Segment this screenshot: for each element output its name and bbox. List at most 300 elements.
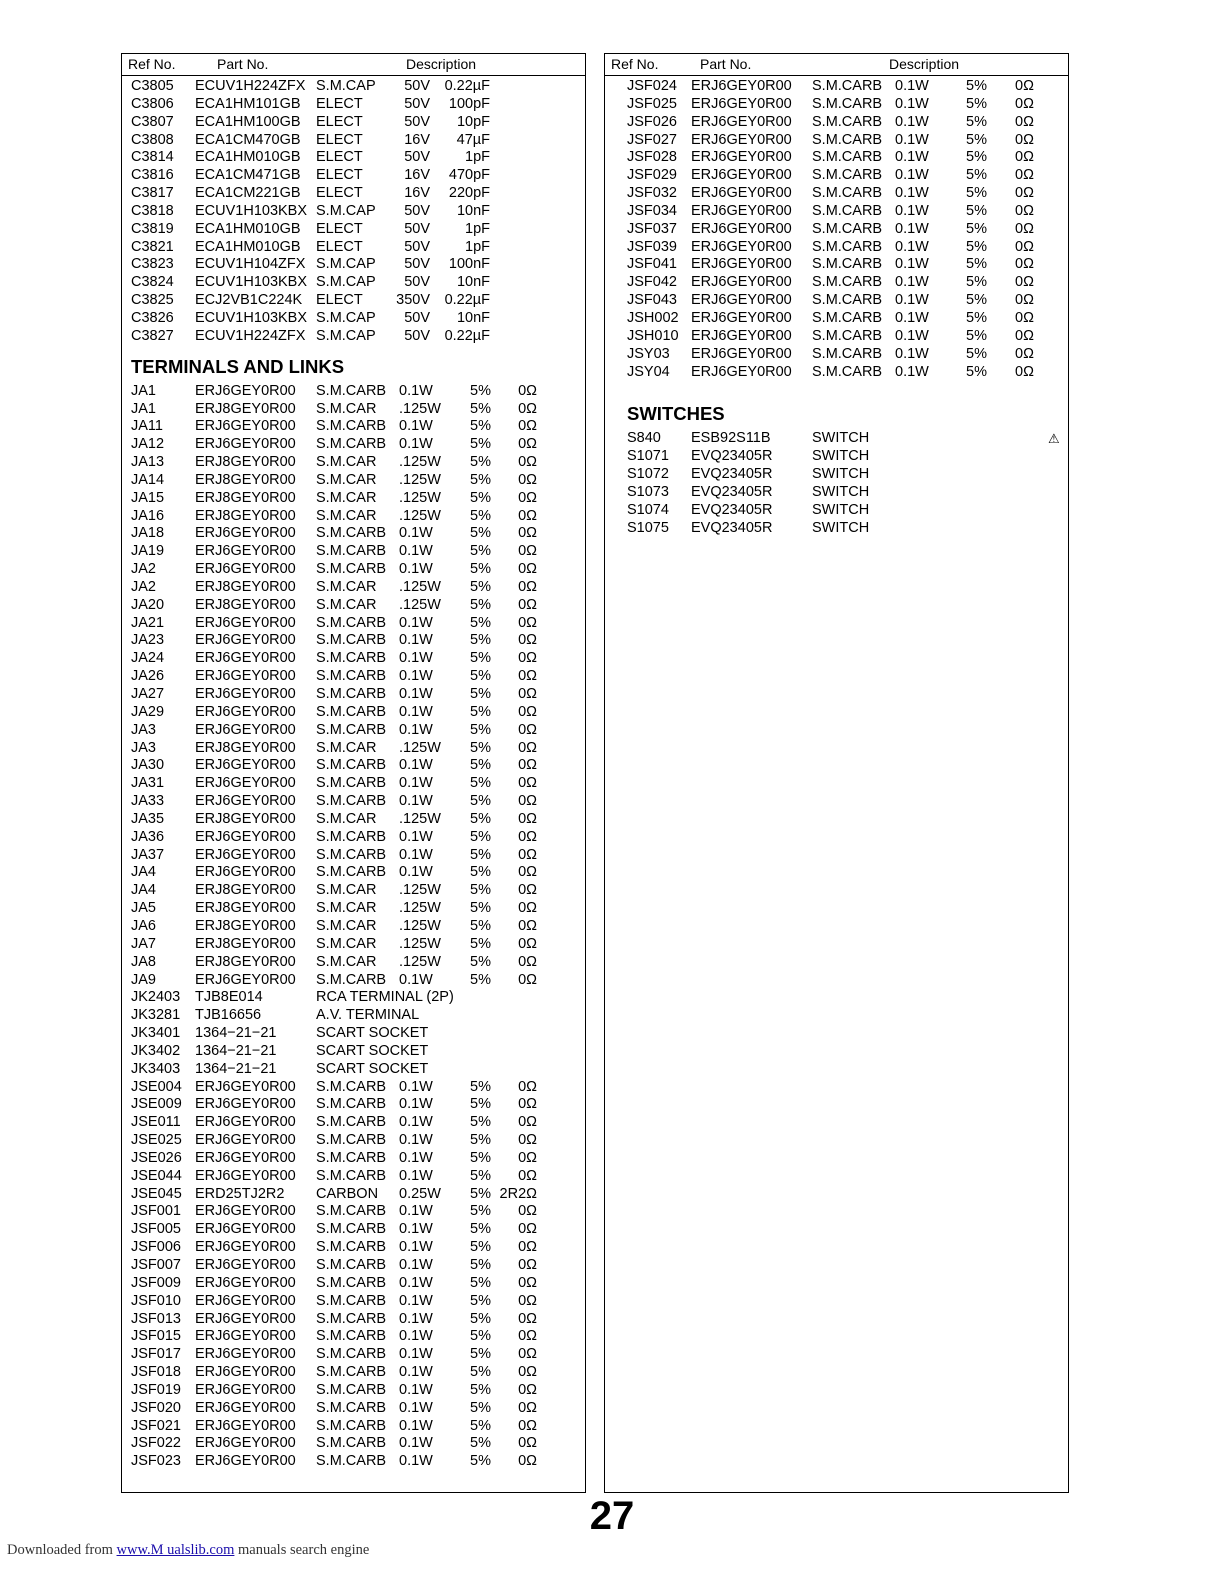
table-row <box>605 328 1068 346</box>
tolerance: 5% <box>470 739 491 756</box>
ref-no: C3807 <box>131 113 174 130</box>
ref-no: C3825 <box>131 292 174 309</box>
header-part: Part No. <box>700 56 752 72</box>
description: S.M.CARB <box>316 793 387 810</box>
table-row <box>122 525 585 543</box>
resistance: 0Ω <box>518 1292 537 1309</box>
description: S.M.CARB <box>316 1096 387 1113</box>
part-no: ERJ6GEY0R00 <box>195 632 296 649</box>
wattage: 0.1W <box>895 78 929 94</box>
description: S.M.CARB <box>812 202 883 219</box>
wattage: .125W <box>399 935 441 952</box>
ref-no: JA33 <box>131 793 165 810</box>
tolerance: 5% <box>470 1417 491 1434</box>
ref-no: JSE026 <box>131 1149 182 1166</box>
header-desc: Description <box>889 56 960 72</box>
description: S.M.CAR <box>316 739 377 756</box>
ref-no: JK2403 <box>131 989 181 1006</box>
ref-no: JA2 <box>131 561 156 578</box>
wattage: 0.1W <box>399 1114 433 1131</box>
switch-list <box>605 430 1068 537</box>
description: S.M.CARB <box>812 185 883 202</box>
resistance: 0Ω <box>1015 202 1034 219</box>
wattage: 0.1W <box>399 775 433 792</box>
voltage: 50V <box>404 95 430 112</box>
ref-no: JA18 <box>131 525 165 542</box>
description: S.M.CARB <box>316 775 387 792</box>
part-no: ERJ6GEY0R00 <box>195 846 296 863</box>
tolerance: 5% <box>470 1185 491 1202</box>
resistance: 0Ω <box>1015 220 1034 237</box>
part-no: 1364−21−21 <box>195 1042 277 1059</box>
resistance: 0Ω <box>518 864 537 881</box>
table-row <box>122 167 585 185</box>
ref-no: JA4 <box>131 864 156 881</box>
resistance: 0Ω <box>518 1274 537 1291</box>
ref-no: JA1 <box>131 400 156 417</box>
wattage: 0.1W <box>399 1364 433 1381</box>
table-row <box>605 310 1068 328</box>
ref-no: JSE025 <box>131 1132 182 1149</box>
parts-column-left <box>121 53 586 1493</box>
wattage: 0.1W <box>399 650 433 667</box>
wattage: 0.1W <box>895 345 929 362</box>
part-no: ERJ8GEY0R00 <box>195 471 296 488</box>
part-no: ERJ6GEY0R00 <box>195 971 296 988</box>
value: 0.22µF <box>444 78 490 94</box>
part-no: ERJ6GEY0R00 <box>195 1149 296 1166</box>
description: S.M.CARB <box>812 327 883 344</box>
description: SCART SOCKET <box>316 1060 429 1077</box>
tolerance: 5% <box>470 632 491 649</box>
part-no: ERJ6GEY0R00 <box>195 561 296 578</box>
table-row <box>605 78 1068 96</box>
part-no: ERJ6GEY0R00 <box>195 1364 296 1381</box>
resistance: 0Ω <box>518 1364 537 1381</box>
table-row <box>122 185 585 203</box>
description: S.M.CARB <box>316 1381 387 1398</box>
table-row <box>605 239 1068 257</box>
description: S.M.CARB <box>316 525 387 542</box>
wattage: 0.1W <box>399 543 433 560</box>
table-row <box>122 1453 585 1471</box>
tolerance: 5% <box>470 454 491 471</box>
table-row <box>122 811 585 829</box>
ref-no: JSF009 <box>131 1274 181 1291</box>
resistance: 0Ω <box>518 1328 537 1345</box>
wattage: 0.1W <box>895 185 929 202</box>
resistance: 0Ω <box>518 953 537 970</box>
tolerance: 5% <box>470 614 491 631</box>
voltage: 50V <box>404 202 430 219</box>
ref-no: JSF019 <box>131 1381 181 1398</box>
resistance: 0Ω <box>1015 292 1034 309</box>
part-no: ERJ8GEY0R00 <box>195 810 296 827</box>
description: S.M.CARB <box>316 650 387 667</box>
description: S.M.CARB <box>316 1453 387 1470</box>
ref-no: JSF039 <box>627 238 677 255</box>
table-row <box>122 1435 585 1453</box>
part-no: ERJ6GEY0R00 <box>195 1346 296 1363</box>
tolerance: 5% <box>966 327 987 344</box>
wattage: 0.1W <box>399 382 433 399</box>
ref-no: JSF025 <box>627 95 677 112</box>
tolerance: 5% <box>966 167 987 184</box>
ref-no: JA31 <box>131 775 165 792</box>
ref-no: C3814 <box>131 149 174 166</box>
tolerance: 5% <box>470 1292 491 1309</box>
part-no: ECA1CM221GB <box>195 185 301 202</box>
description: S.M.CARB <box>812 309 883 326</box>
part-no: ERJ6GEY0R00 <box>691 292 792 309</box>
table-row <box>122 740 585 758</box>
description: S.M.CARB <box>316 543 387 560</box>
table-row <box>122 401 585 419</box>
wattage: 0.1W <box>399 1328 433 1345</box>
part-no: ERJ8GEY0R00 <box>195 454 296 471</box>
ref-no: JK3403 <box>131 1060 181 1077</box>
ref-no: JSF032 <box>627 185 677 202</box>
description: S.M.CARB <box>812 220 883 237</box>
resistance: 0Ω <box>518 1435 537 1452</box>
description: S.M.CARB <box>316 1203 387 1220</box>
tolerance: 5% <box>470 953 491 970</box>
part-no: ERJ6GEY0R00 <box>195 1417 296 1434</box>
part-no: ERJ6GEY0R00 <box>691 363 792 380</box>
table-row <box>605 364 1068 382</box>
wattage: 0.1W <box>399 1453 433 1470</box>
part-no: ERJ6GEY0R00 <box>691 274 792 291</box>
part-no: ERJ6GEY0R00 <box>195 418 296 435</box>
description: S.M.CARB <box>316 1078 387 1095</box>
table-row <box>122 149 585 167</box>
resistance: 0Ω <box>518 614 537 631</box>
resistance: 0Ω <box>518 1417 537 1434</box>
table-row <box>122 722 585 740</box>
part-no: ERJ6GEY0R00 <box>691 78 792 94</box>
part-no: ERJ6GEY0R00 <box>195 703 296 720</box>
safety-warning-icon: ⚠ <box>1048 431 1060 447</box>
part-no: EVQ23405R <box>691 483 773 500</box>
table-row <box>122 114 585 132</box>
table-row <box>122 1221 585 1239</box>
terminal-list <box>122 383 585 1471</box>
description: S.M.CAR <box>316 900 377 917</box>
description: S.M.CARB <box>316 1399 387 1416</box>
tolerance: 5% <box>470 864 491 881</box>
ref-no: JA4 <box>131 882 156 899</box>
description: S.M.CARB <box>316 614 387 631</box>
footer-link[interactable]: www.M ualslib.com <box>116 1542 235 1558</box>
part-no: ERJ8GEY0R00 <box>195 596 296 613</box>
description: S.M.CARB <box>316 418 387 435</box>
resistance: 0Ω <box>1015 345 1034 362</box>
wattage: 0.1W <box>399 1132 433 1149</box>
resistance: 0Ω <box>518 382 537 399</box>
description: S.M.CARB <box>316 686 387 702</box>
wattage: 0.1W <box>399 614 433 631</box>
tolerance: 5% <box>470 1346 491 1363</box>
description: S.M.CARB <box>316 828 387 845</box>
wattage: .125W <box>399 810 441 827</box>
part-no: ERJ6GEY0R00 <box>195 1096 296 1113</box>
description: S.M.CAP <box>316 202 376 219</box>
ref-no: JA5 <box>131 900 156 917</box>
ref-no: JA27 <box>131 686 165 702</box>
download-footer <box>7 1542 369 1559</box>
part-no: ERJ6GEY0R00 <box>195 775 296 792</box>
table-row <box>122 1132 585 1150</box>
description: S.M.CARB <box>316 382 387 399</box>
table-row <box>122 490 585 508</box>
part-no: ERJ6GEY0R00 <box>195 1328 296 1345</box>
ref-no: JSE011 <box>131 1114 181 1131</box>
resistance: 0Ω <box>518 525 537 542</box>
wattage: 0.1W <box>399 1239 433 1256</box>
voltage: 50V <box>404 327 430 344</box>
wattage: .125W <box>399 400 441 417</box>
wattage: 0.1W <box>399 1221 433 1238</box>
part-no: ERJ6GEY0R00 <box>691 220 792 237</box>
resistance: 0Ω <box>518 471 537 488</box>
page-number: 27 <box>589 1494 635 1538</box>
resistance: 0Ω <box>518 1221 537 1238</box>
table-row <box>122 1382 585 1400</box>
part-no: ERJ6GEY0R00 <box>195 1257 296 1273</box>
ref-no: JSF037 <box>627 220 677 237</box>
tolerance: 5% <box>470 828 491 845</box>
ref-no: S1072 <box>627 466 669 483</box>
tolerance: 5% <box>470 1078 491 1095</box>
wattage: 0.1W <box>895 327 929 344</box>
tolerance: 5% <box>470 561 491 578</box>
wattage: .125W <box>399 489 441 506</box>
resistance: 0Ω <box>1015 185 1034 202</box>
resistance: 0Ω <box>518 418 537 435</box>
part-no: ECUV1H224ZFX <box>195 78 306 94</box>
tolerance: 5% <box>470 1239 491 1256</box>
value: 47µF <box>456 131 490 148</box>
ref-no: JA7 <box>131 935 156 952</box>
wattage: .125W <box>399 471 441 488</box>
wattage: 0.1W <box>399 1167 433 1184</box>
tolerance: 5% <box>470 1132 491 1149</box>
wattage: 0.1W <box>399 1149 433 1166</box>
description: S.M.CARB <box>316 1239 387 1256</box>
part-no: ERJ6GEY0R00 <box>195 1381 296 1398</box>
tolerance: 5% <box>470 1364 491 1381</box>
resistance: 0Ω <box>518 703 537 720</box>
parts-column-right <box>604 53 1069 1493</box>
wattage: 0.1W <box>895 149 929 166</box>
ref-no: JK3401 <box>131 1025 181 1042</box>
voltage: 16V <box>404 167 430 184</box>
table-row <box>122 274 585 292</box>
table-row <box>122 203 585 221</box>
wattage: 0.1W <box>399 1310 433 1327</box>
description: S.M.CAR <box>316 953 377 970</box>
part-no: ECJ2VB1C224K <box>195 292 303 309</box>
value: 10pF <box>456 113 490 130</box>
ref-no: JSF028 <box>627 149 677 166</box>
description: S.M.CARB <box>316 846 387 863</box>
ref-no: JA16 <box>131 507 165 524</box>
description: S.M.CAR <box>316 578 377 595</box>
tolerance: 5% <box>470 703 491 720</box>
part-no: ERJ6GEY0R00 <box>195 828 296 845</box>
ref-no: JSH010 <box>627 327 679 344</box>
resistance: 0Ω <box>1015 95 1034 112</box>
resistance: 0Ω <box>1015 363 1034 380</box>
part-no: ECUV1H104ZFX <box>195 256 306 273</box>
part-no: TJB16656 <box>195 1007 262 1024</box>
part-no: ERJ6GEY0R00 <box>195 436 296 453</box>
part-no: ERJ6GEY0R00 <box>195 382 296 399</box>
part-no: ERJ6GEY0R00 <box>195 864 296 881</box>
resistance: 0Ω <box>518 686 537 702</box>
wattage: .125W <box>399 900 441 917</box>
table-row <box>605 221 1068 239</box>
capacitor-list <box>122 78 585 346</box>
tolerance: 5% <box>470 810 491 827</box>
table-row <box>122 1168 585 1186</box>
resistance: 0Ω <box>1015 274 1034 291</box>
part-no: ERJ6GEY0R00 <box>195 1132 296 1149</box>
tolerance: 5% <box>470 1453 491 1470</box>
tolerance: 5% <box>470 1310 491 1327</box>
tolerance: 5% <box>966 220 987 237</box>
part-no: ERJ6GEY0R00 <box>195 1274 296 1291</box>
resistance: 0Ω <box>518 1310 537 1327</box>
resistance: 0Ω <box>518 489 537 506</box>
footer-suffix: manuals search engine <box>234 1542 370 1558</box>
footer-prefix: Downloaded from <box>7 1542 117 1558</box>
part-no: ECA1HM101GB <box>195 95 301 112</box>
ref-no: S1071 <box>627 448 669 465</box>
table-row <box>122 132 585 150</box>
part-no: ERJ8GEY0R00 <box>195 578 296 595</box>
part-no: ERD25TJ2R2 <box>195 1185 285 1202</box>
table-row <box>122 1293 585 1311</box>
description: A.V. TERMINAL <box>316 1007 420 1024</box>
tolerance: 5% <box>470 971 491 988</box>
ref-no: JSY04 <box>627 363 670 380</box>
voltage: 50V <box>404 238 430 255</box>
wattage: 0.1W <box>399 864 433 881</box>
wattage: 0.1W <box>399 1096 433 1113</box>
wattage: 0.1W <box>895 256 929 273</box>
part-no: ERJ8GEY0R00 <box>195 917 296 934</box>
value: 0.22µF <box>444 292 490 309</box>
resistance: 0Ω <box>1015 327 1034 344</box>
part-no: ERJ8GEY0R00 <box>195 400 296 417</box>
ref-no: JA36 <box>131 828 165 845</box>
tolerance: 5% <box>966 345 987 362</box>
wattage: 0.1W <box>399 1203 433 1220</box>
wattage: 0.1W <box>399 1274 433 1291</box>
description: S.M.CARB <box>316 1364 387 1381</box>
resistance: 0Ω <box>518 1114 537 1131</box>
value: 0.22µF <box>444 327 490 344</box>
table-row <box>122 793 585 811</box>
description: S.M.CAR <box>316 507 377 524</box>
tolerance: 5% <box>966 256 987 273</box>
wattage: .125W <box>399 739 441 756</box>
table-row <box>122 561 585 579</box>
table-row <box>122 1311 585 1329</box>
value: 10nF <box>456 309 490 326</box>
ref-no: JSF023 <box>131 1453 181 1470</box>
ref-no: JSF017 <box>131 1346 181 1363</box>
resistance: 0Ω <box>518 721 537 738</box>
resistance: 0Ω <box>1015 149 1034 166</box>
tolerance: 5% <box>470 1328 491 1345</box>
description: S.M.CAR <box>316 917 377 934</box>
table-row <box>605 203 1068 221</box>
tolerance: 5% <box>470 935 491 952</box>
table-row <box>122 972 585 990</box>
ref-no: JSF042 <box>627 274 677 291</box>
part-no: ECA1HM010GB <box>195 220 301 237</box>
description: S.M.CARB <box>316 703 387 720</box>
resistance: 0Ω <box>518 1078 537 1095</box>
table-row <box>605 502 1068 520</box>
ref-no: C3818 <box>131 202 174 219</box>
tolerance: 5% <box>966 131 987 148</box>
part-no: ERJ8GEY0R00 <box>195 739 296 756</box>
part-no: ECUV1H224ZFX <box>195 327 306 344</box>
value: 1pF <box>465 149 490 166</box>
tolerance: 5% <box>470 1381 491 1398</box>
resistance: 0Ω <box>1015 309 1034 326</box>
description: ELECT <box>316 113 363 130</box>
ref-no: JA6 <box>131 917 156 934</box>
ref-no: JSY03 <box>627 345 670 362</box>
table-row <box>122 918 585 936</box>
wattage: 0.1W <box>399 436 433 453</box>
ref-no: JSF018 <box>131 1364 181 1381</box>
wattage: 0.1W <box>895 202 929 219</box>
value: 100pF <box>448 95 490 112</box>
table-row <box>122 1400 585 1418</box>
ref-no: JSF010 <box>131 1292 181 1309</box>
wattage: 0.1W <box>895 274 929 291</box>
description: S.M.CARB <box>812 167 883 184</box>
wattage: 0.1W <box>399 418 433 435</box>
wattage: .125W <box>399 507 441 524</box>
ref-no: JA3 <box>131 721 156 738</box>
terminal-list-continued <box>605 78 1068 381</box>
description: S.M.CARB <box>812 238 883 255</box>
tolerance: 5% <box>470 1435 491 1452</box>
table-row <box>605 430 1068 448</box>
ref-no: JA23 <box>131 632 165 649</box>
ref-no: S1074 <box>627 501 669 518</box>
part-no: ECA1HM100GB <box>195 113 301 130</box>
table-row <box>122 686 585 704</box>
ref-no: S1075 <box>627 519 669 536</box>
tolerance: 5% <box>470 489 491 506</box>
part-no: ECA1HM010GB <box>195 149 301 166</box>
wattage: 0.1W <box>399 793 433 810</box>
ref-no: C3821 <box>131 238 174 255</box>
voltage: 16V <box>404 131 430 148</box>
tolerance: 5% <box>966 274 987 291</box>
ref-no: C3808 <box>131 131 174 148</box>
tolerance: 5% <box>470 1203 491 1220</box>
part-no: ERJ6GEY0R00 <box>195 1435 296 1452</box>
resistance: 0Ω <box>518 578 537 595</box>
